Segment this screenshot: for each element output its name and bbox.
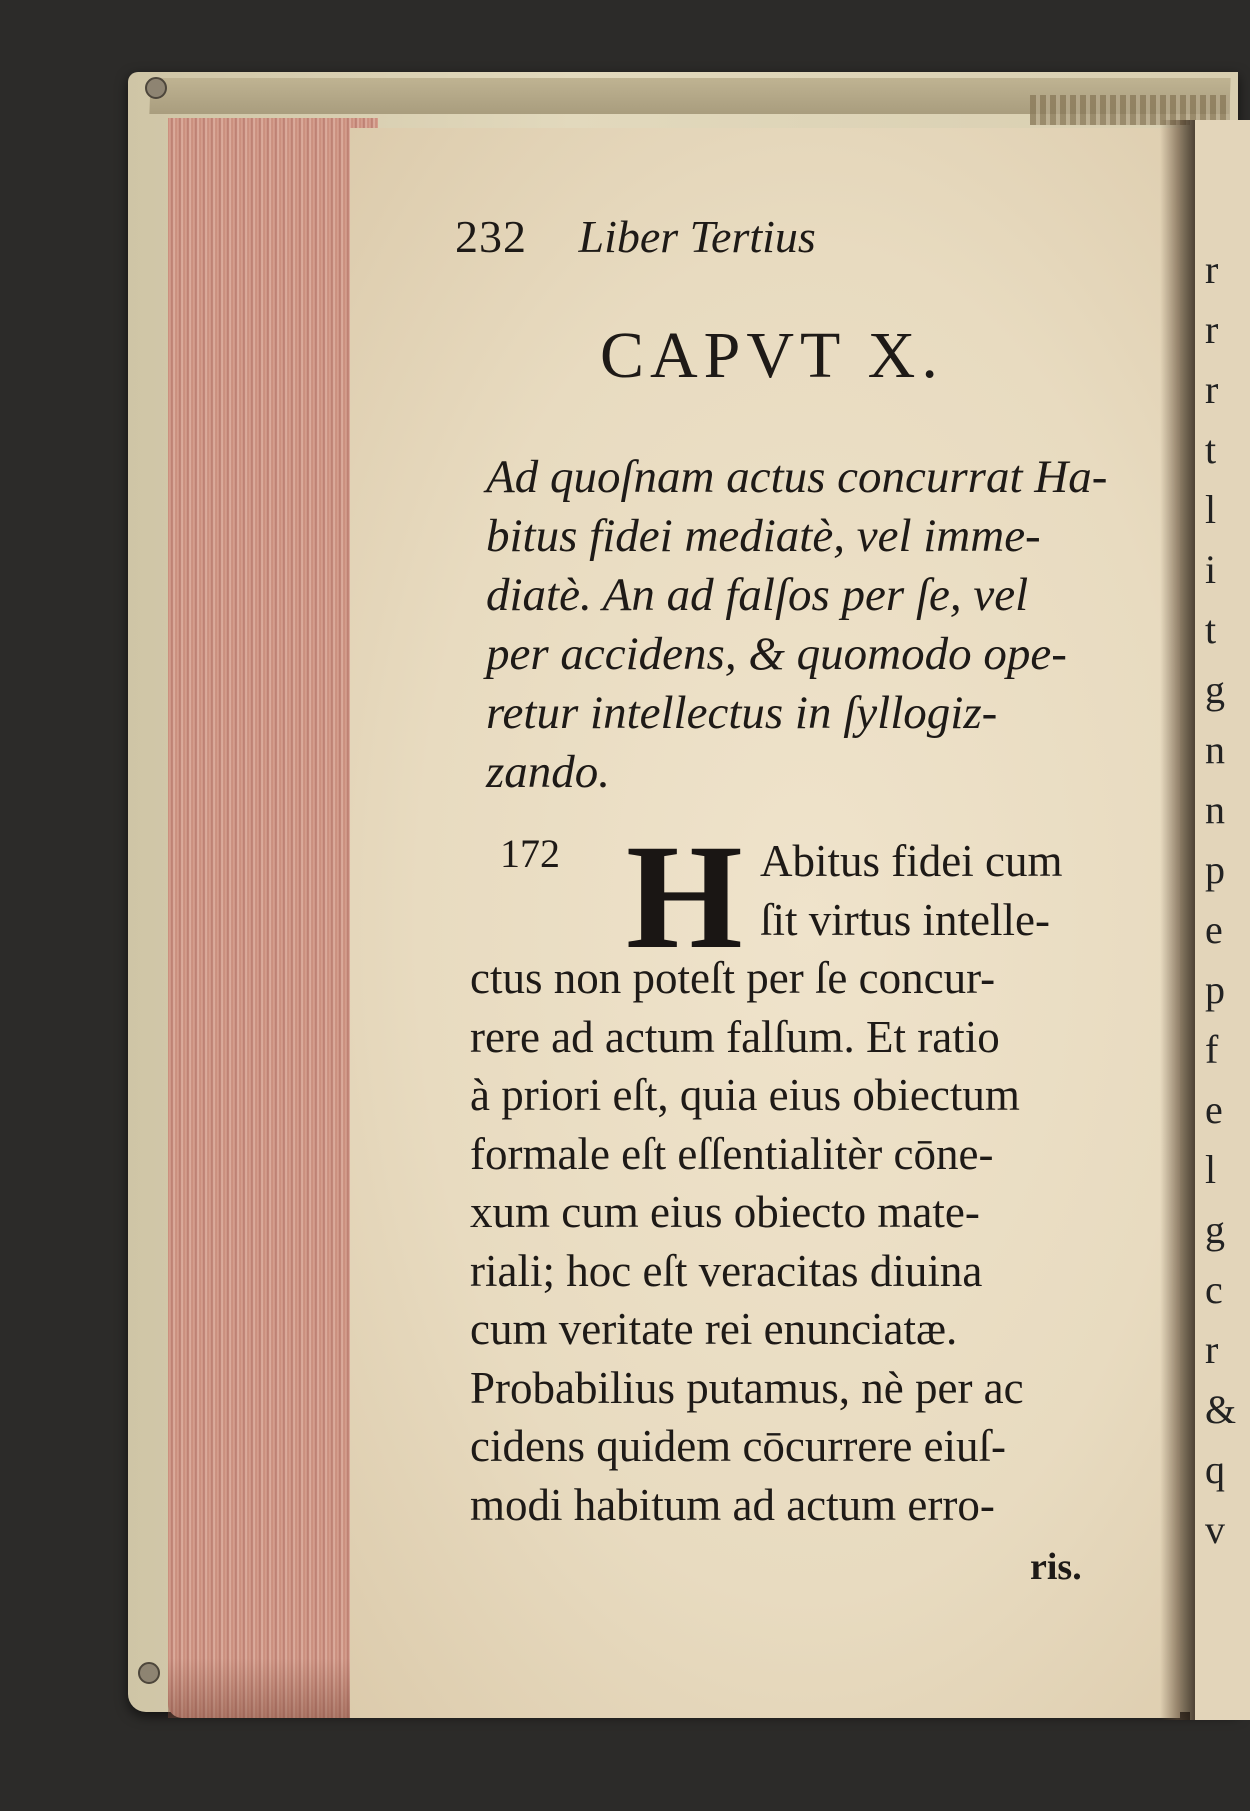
- facing-page-letter: r: [1205, 307, 1219, 352]
- facing-page-letter: p: [1205, 967, 1225, 1012]
- summary-line: retur intellectus in ſyllogiz-: [486, 687, 998, 739]
- facing-page-letter: t: [1205, 607, 1217, 652]
- body-text: [470, 814, 1150, 1534]
- body-line: ſit virtus intelle-: [760, 894, 1050, 945]
- facing-page-letter: g: [1205, 1207, 1225, 1252]
- body-line: ctus non poteſt per ſe concur-: [470, 953, 996, 1003]
- paragraph-number: 172: [500, 831, 560, 876]
- facing-page-letter: f: [1205, 1027, 1219, 1072]
- summary-line: bitus fidei mediatè, vel imme-: [486, 510, 1041, 562]
- facing-page-letter: e: [1205, 907, 1223, 952]
- summary-line: diatè. An ad falſos per ſe, vel: [486, 569, 1029, 621]
- body-line: riali; hoc eſt veracitas diuina: [470, 1245, 983, 1296]
- facing-page-letters: [1205, 240, 1235, 1560]
- summary-line: zando.: [486, 746, 611, 798]
- facing-page-letter: l: [1205, 487, 1217, 532]
- facing-page-letter: t: [1205, 427, 1217, 472]
- cover-corner-top: [145, 77, 167, 99]
- body-line: xum cum eius obiecto mate-: [470, 1187, 980, 1237]
- facing-page-letter: c: [1205, 1267, 1223, 1312]
- chapter-summary: [486, 448, 1146, 802]
- facing-page-letter: r: [1205, 367, 1219, 412]
- body-line: formale eſt eſſentialitèr cōne-: [470, 1128, 994, 1179]
- facing-page-letter: v: [1205, 1507, 1225, 1552]
- running-head-title: Liber Tertius: [578, 211, 816, 262]
- drop-cap: H: [626, 814, 743, 980]
- facing-page-letter: p: [1205, 847, 1225, 892]
- facing-page-letter: n: [1205, 787, 1225, 832]
- facing-page-letter: n: [1205, 727, 1225, 772]
- page-number: 232: [455, 211, 527, 262]
- gutter-shadow: [1160, 120, 1195, 1720]
- body-line: Abitus fidei cum: [760, 836, 1063, 886]
- cover-corner-bottom: [138, 1662, 160, 1684]
- body-line: rere ad actum falſum. Et ratio: [470, 1011, 1000, 1062]
- facing-page-letter: e: [1205, 1087, 1223, 1132]
- facing-page-letter: &: [1205, 1387, 1237, 1432]
- body-line: à priori eſt, quia eius obiectum: [470, 1070, 1020, 1120]
- facing-page-letter: r: [1205, 1327, 1219, 1372]
- facing-page-letter: r: [1205, 247, 1219, 292]
- body-line: cum veritate rei enunciatæ.: [470, 1304, 958, 1354]
- catchword: ris.: [1030, 1546, 1082, 1588]
- running-header: [455, 210, 1155, 270]
- facing-page-letter: q: [1205, 1447, 1225, 1492]
- summary-line: Ad quoſnam actus concurrat Ha-: [486, 451, 1108, 503]
- summary-line: per accidens, & quomodo ope-: [486, 628, 1067, 680]
- body-line: Probabilius putamus, nè per ac: [470, 1362, 1024, 1413]
- chapter-heading: CAPVT X.: [600, 319, 944, 392]
- body-line: modi habitum ad actum erro-: [470, 1479, 995, 1530]
- facing-page-letter: l: [1205, 1147, 1217, 1192]
- page-edges: [168, 118, 378, 1718]
- facing-page-letter: i: [1205, 547, 1217, 592]
- facing-page-letter: g: [1205, 667, 1225, 712]
- body-line: cidens quidem cōcurrere eiuſ-: [470, 1421, 1007, 1471]
